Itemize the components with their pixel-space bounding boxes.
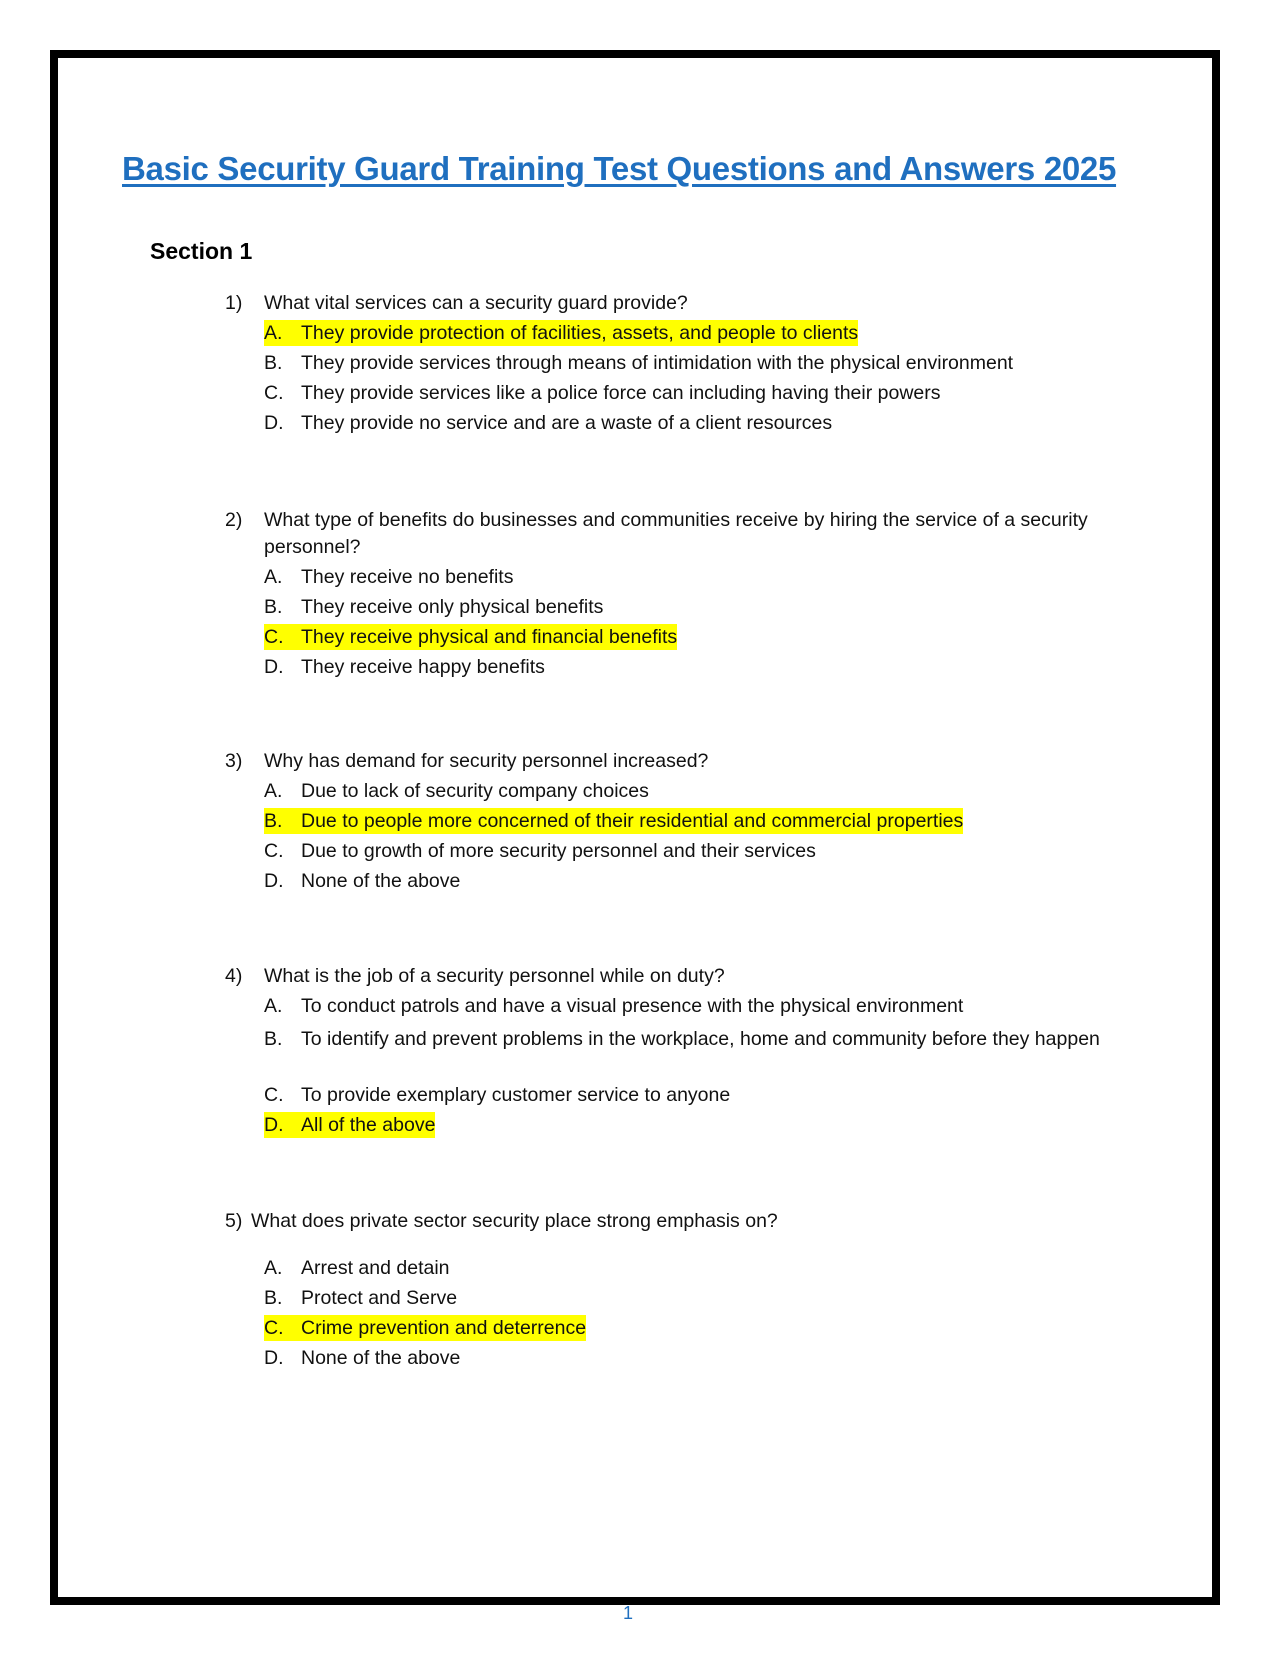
question-text: What type of benefits do businesses and communities receive by hiring the service of a security personnel? xyxy=(264,509,1088,558)
option-text: None of the above xyxy=(301,1347,461,1369)
option-d xyxy=(264,868,460,894)
option-text: All of the above xyxy=(301,1114,436,1136)
question-number: 4) xyxy=(225,965,243,987)
option-letter: D. xyxy=(264,1114,284,1136)
option-text: They receive only physical benefits xyxy=(301,596,604,618)
option-text: Crime prevention and deterrence xyxy=(301,1317,587,1339)
option-c xyxy=(264,1082,730,1108)
option-c-correct xyxy=(264,1315,586,1341)
option-c-correct xyxy=(264,624,677,650)
option-text: They receive no benefits xyxy=(301,566,514,588)
option-c xyxy=(264,838,816,864)
option-letter: D. xyxy=(264,1347,284,1369)
option-text: They provide services like a police force can including having their powers xyxy=(301,382,941,404)
option-text: Due to people more concerned of their residential and commercial properties xyxy=(301,810,964,832)
question-number: 3) xyxy=(225,750,243,772)
option-letter: B. xyxy=(264,1028,283,1050)
option-b-correct xyxy=(264,808,963,834)
option-letter: B. xyxy=(264,596,283,618)
option-d xyxy=(264,1345,460,1371)
option-d-correct xyxy=(264,1112,435,1138)
option-a xyxy=(264,778,649,804)
option-a xyxy=(264,993,963,1019)
option-letter: B. xyxy=(264,810,283,832)
option-d xyxy=(264,410,832,436)
option-letter: B. xyxy=(264,352,283,374)
option-letter: C. xyxy=(264,1317,284,1339)
option-text: Protect and Serve xyxy=(301,1287,458,1309)
question-text-value: What does private sector security place strong emphasis on? xyxy=(251,1210,778,1232)
option-c xyxy=(264,380,941,406)
option-a xyxy=(264,564,513,590)
option-d xyxy=(264,654,545,680)
option-text: They provide services through means of intimidation with the physical environment xyxy=(301,352,1014,374)
option-a xyxy=(264,1255,450,1281)
option-letter: D. xyxy=(264,412,284,434)
option-letter: C. xyxy=(264,626,284,648)
option-letter: A. xyxy=(264,566,283,588)
option-letter: A. xyxy=(264,995,283,1017)
option-text: They provide no service and are a waste of a client resources xyxy=(301,412,833,434)
option-letter: C. xyxy=(264,1084,284,1106)
option-letter: B. xyxy=(264,1287,283,1309)
option-text: They receive physical and financial benefits xyxy=(301,626,678,648)
option-b xyxy=(264,1026,1104,1053)
option-b xyxy=(264,350,1013,376)
option-letter: A. xyxy=(264,780,283,802)
question-number: 2) xyxy=(225,509,243,531)
option-letter: D. xyxy=(264,870,284,892)
question-text xyxy=(251,1208,1151,1235)
option-text: To identify and prevent problems in the workplace, home and community before they happen xyxy=(301,1028,1100,1050)
question-number: 5) xyxy=(225,1210,243,1232)
option-letter: C. xyxy=(264,840,284,862)
option-letter: A. xyxy=(264,1257,283,1279)
document-title: Basic Security Guard Training Test Questions and Answers 2025 xyxy=(122,150,1117,187)
option-text: Arrest and detain xyxy=(301,1257,450,1279)
option-text: They provide protection of facilities, assets, and people to clients xyxy=(301,322,859,344)
page-number: 1 xyxy=(622,1603,633,1623)
option-text: None of the above xyxy=(301,870,461,892)
option-text: Due to lack of security company choices xyxy=(301,780,649,802)
question-text: What vital services can a security guard provide? xyxy=(264,292,688,314)
option-a-correct xyxy=(264,320,858,346)
option-text: To provide exemplary customer service to anyone xyxy=(301,1084,731,1106)
option-b xyxy=(264,1285,457,1311)
question-text: What is the job of a security personnel while on duty? xyxy=(264,965,725,987)
option-letter: D. xyxy=(264,656,284,678)
option-text: They receive happy benefits xyxy=(301,656,545,678)
option-letter: C. xyxy=(264,382,284,404)
option-letter: A. xyxy=(264,322,283,344)
section-heading: Section 1 xyxy=(150,238,253,264)
option-b xyxy=(264,594,603,620)
question-text: Why has demand for security personnel increased? xyxy=(264,750,709,772)
option-text: To conduct patrols and have a visual presence with the physical environment xyxy=(301,995,964,1017)
question-number: 1) xyxy=(225,292,243,314)
option-text: Due to growth of more security personnel and their services xyxy=(301,840,816,862)
